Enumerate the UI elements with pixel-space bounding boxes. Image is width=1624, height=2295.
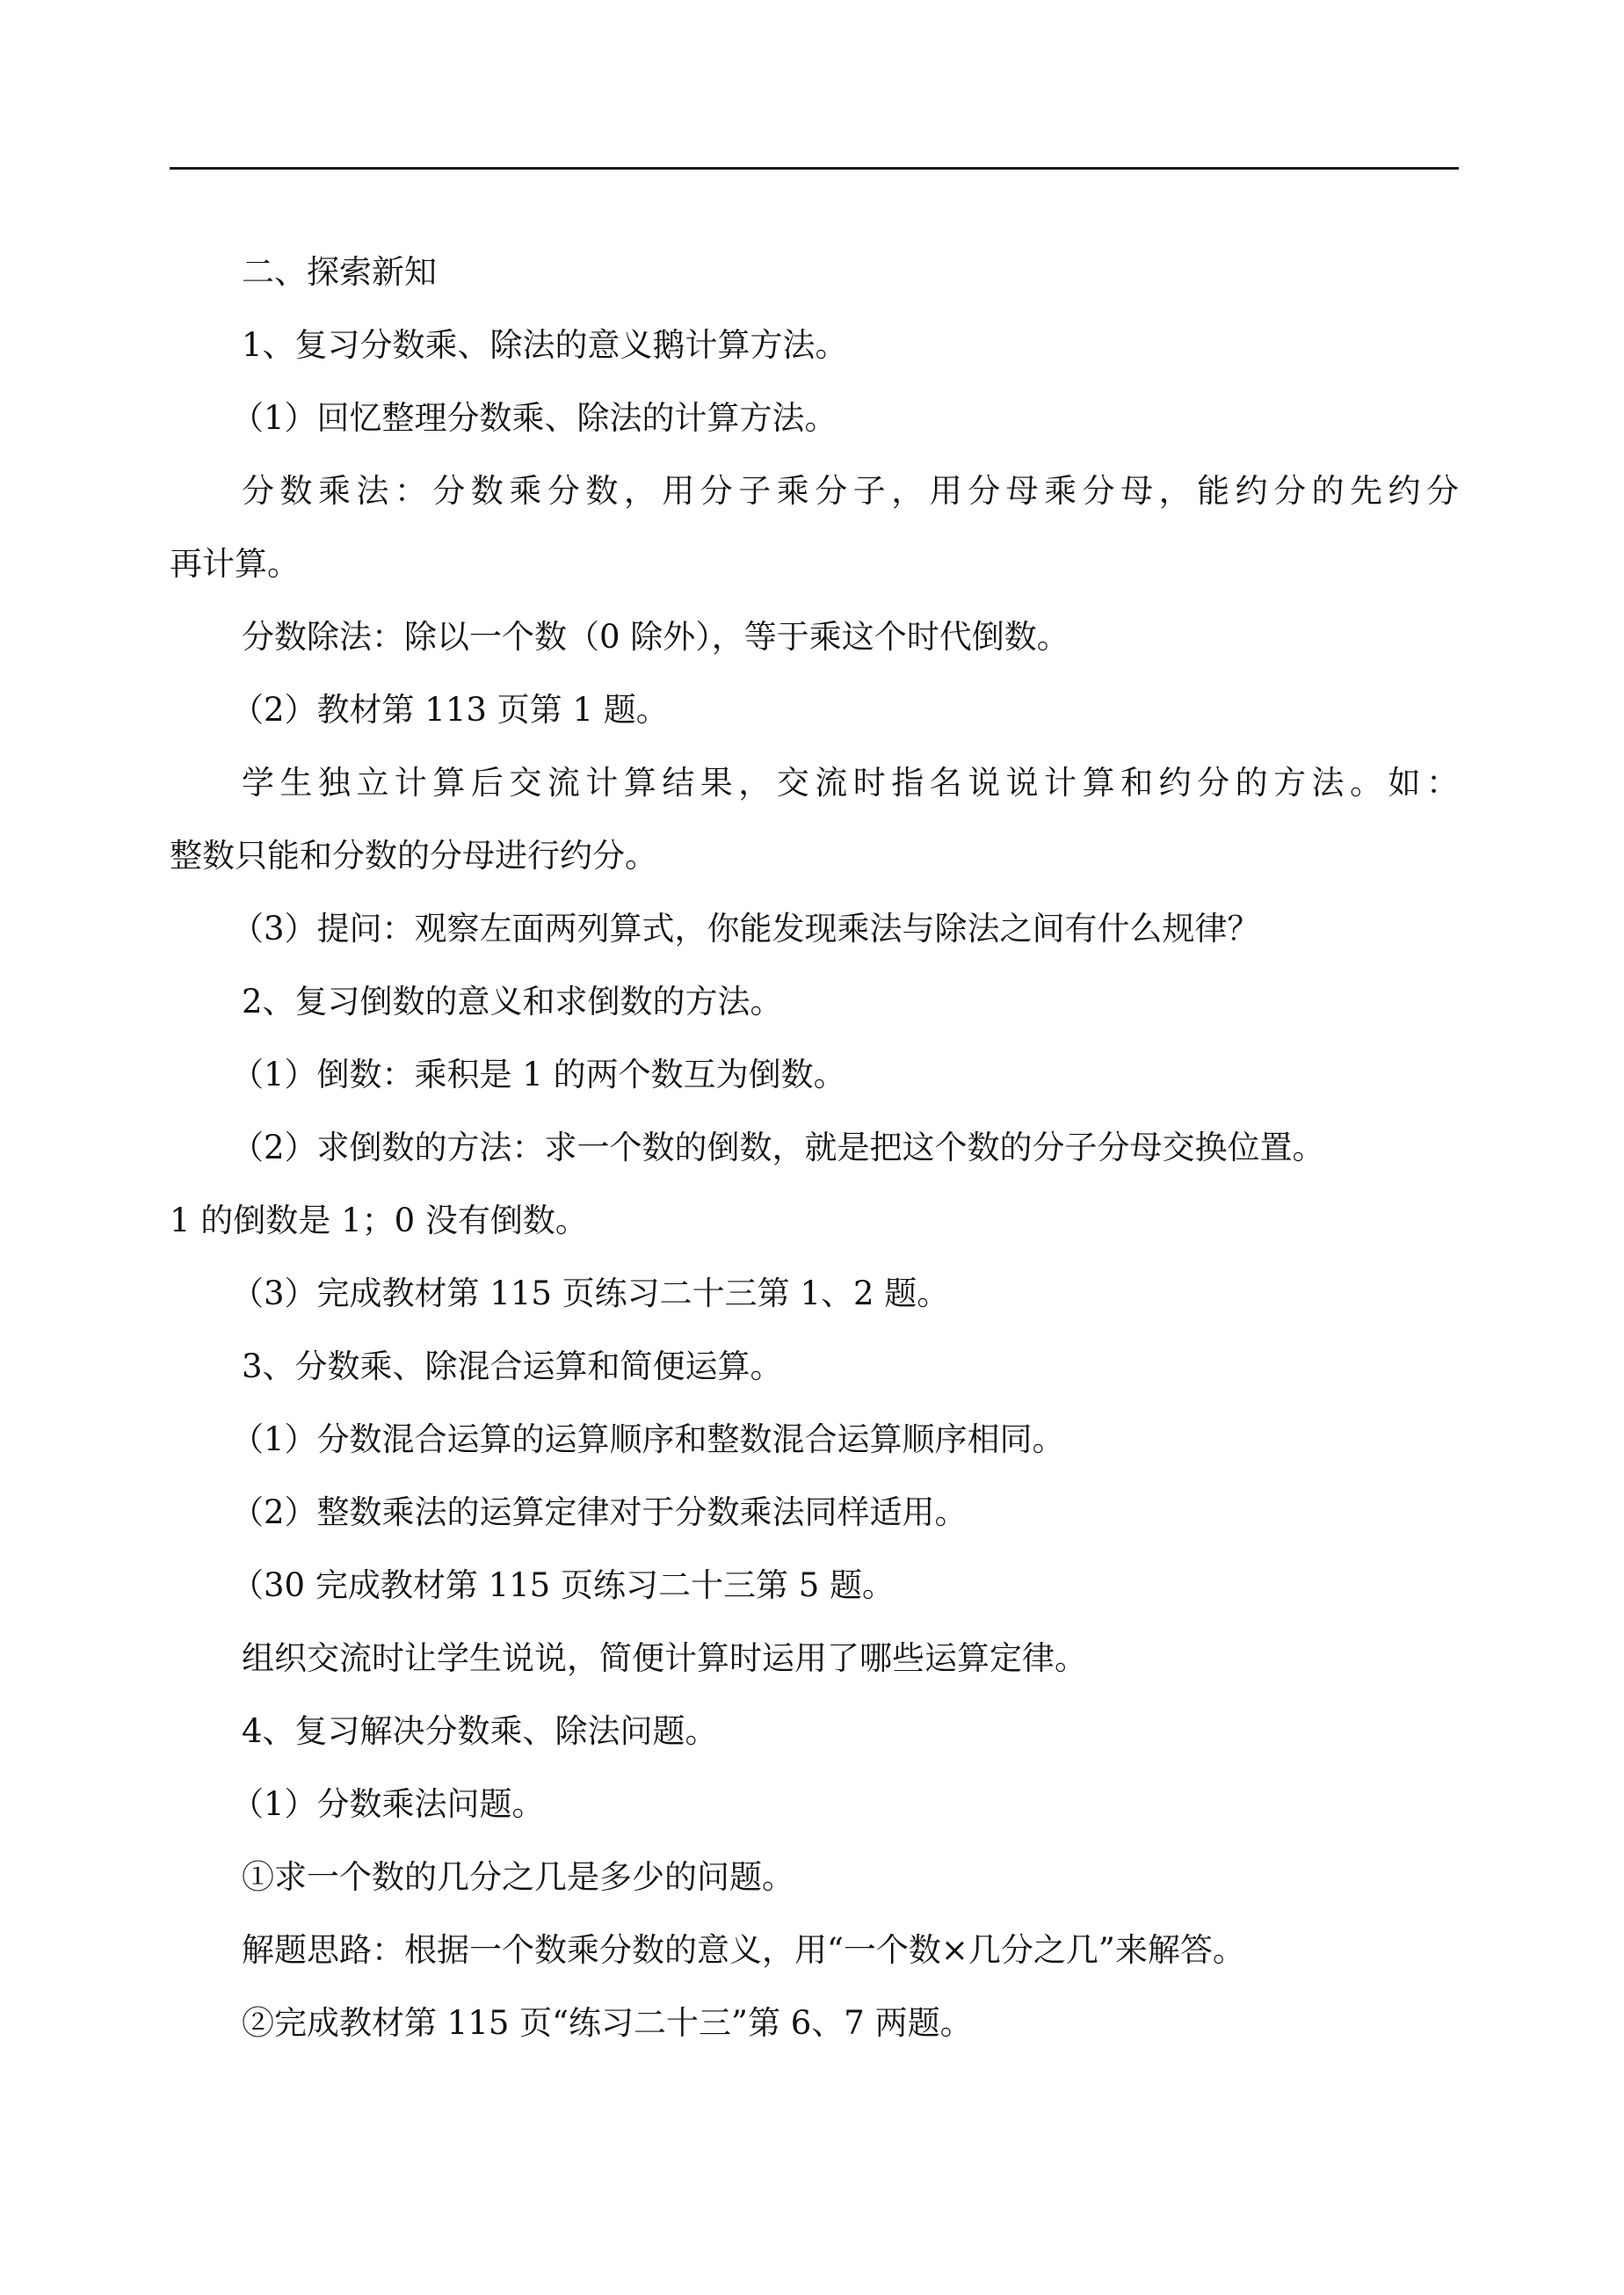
item-1-heading: 1、复习分数乘、除法的意义鹅计算方法。 xyxy=(242,326,848,364)
subitem-3-3: （30 完成教材第 115 页练习二十三第 5 题。 xyxy=(231,1566,895,1604)
subitem-1-3: （3）提问：观察左面两列算式，你能发现乘法与除法之间有什么规律？ xyxy=(231,910,1260,948)
item-3-heading: 3、分数乘、除混合运算和简便运算。 xyxy=(242,1347,783,1385)
paragraph-multiplication-line1: 分数乘法：分数乘分数，用分子乘分子，用分母乘分母，能约分的先约分 xyxy=(242,472,1459,510)
document-body xyxy=(170,236,1459,2059)
paragraph-students-line2: 整数只能和分数的分母进行约分。 xyxy=(170,837,657,875)
paragraph-division: 分数除法：除以一个数（0 除外），等于乘这个时代倒数。 xyxy=(242,618,1069,656)
item-2-heading: 2、复习倒数的意义和求倒数的方法。 xyxy=(242,983,783,1020)
paragraph-multiplication-line2: 再计算。 xyxy=(170,545,300,583)
subitem-1-1: （1）回忆整理分数乘、除法的计算方法。 xyxy=(231,399,837,437)
subitem-2-3: （3）完成教材第 115 页练习二十三第 1、2 题。 xyxy=(231,1275,950,1312)
subitem-3-1: （1）分数混合运算的运算顺序和整数混合运算顺序相同。 xyxy=(231,1420,1065,1458)
circled-item-2: ②完成教材第 115 页“练习二十三”第 6、7 两题。 xyxy=(242,2004,973,2042)
paragraph-exchange: 组织交流时让学生说说，简便计算时运用了哪些运算定律。 xyxy=(242,1639,1087,1677)
subitem-2-2-line1: （2）求倒数的方法：求一个数的倒数，就是把这个数的分子分母交换位置。 xyxy=(231,1129,1325,1166)
subitem-3-2: （2）整数乘法的运算定律对于分数乘法同样适用。 xyxy=(231,1493,968,1531)
paragraph-solution-idea: 解题思路：根据一个数乘分数的意义，用“一个数×几分之几”来解答。 xyxy=(242,1931,1245,1969)
paragraph-students-line1: 学生独立计算后交流计算结果，交流时指名说说计算和约分的方法。如： xyxy=(242,764,1459,802)
subitem-2-2-line2: 1 的倒数是 1；0 没有倒数。 xyxy=(170,1202,588,1239)
header-rule xyxy=(170,167,1459,170)
section-heading: 二、探索新知 xyxy=(242,253,437,291)
subitem-1-2: （2）教材第 113 页第 1 题。 xyxy=(231,691,669,729)
item-4-heading: 4、复习解决分数乘、除法问题。 xyxy=(242,1712,718,1750)
subitem-4-1: （1）分数乘法问题。 xyxy=(231,1785,545,1823)
subitem-2-1: （1）倒数：乘积是 1 的两个数互为倒数。 xyxy=(231,1056,846,1093)
circled-item-1: ①求一个数的几分之几是多少的问题。 xyxy=(242,1858,794,1896)
